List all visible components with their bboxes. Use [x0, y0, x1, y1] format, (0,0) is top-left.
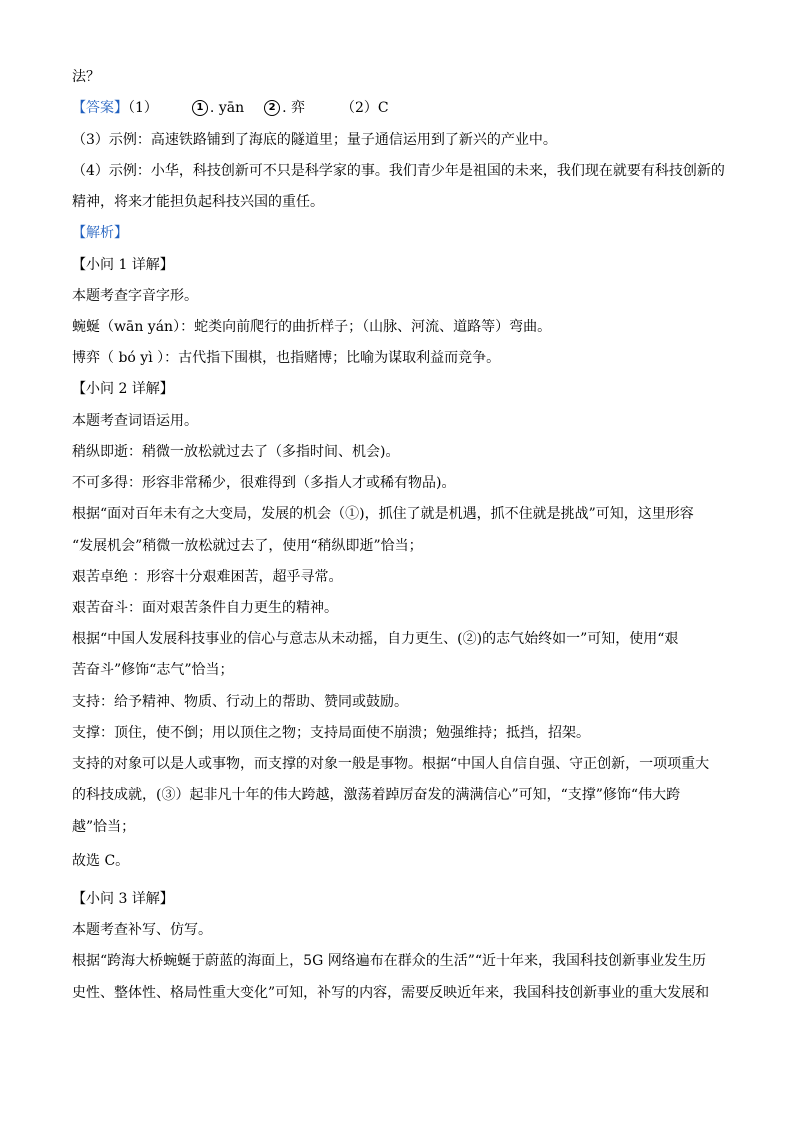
text-line: 稍纵即逝：稍微一放松就过去了（多指时间、机会)。	[72, 444, 400, 460]
text-line: 史性、整体性、格局性重大变化”可知，补写的内容，需要反映近年来，我国科技创新事业的重大发展和	[72, 985, 710, 1001]
text-line: 支撑：顶住，使不倒；用以顶住之物；支持局面使不崩溃；勉强维持；抵挡，招架。	[72, 725, 590, 741]
text-line: 本题考查词语运用。	[72, 413, 198, 429]
text-line: 博弈（ bó yì ）：古代指下围棋，也指赌博；比喻为谋取利益而竞争。	[72, 350, 501, 366]
text-line: 越”恰当；	[72, 819, 136, 835]
text-line: 支持的对象可以是人或事物，而支撑的对象一般是事物。根据“中国人自信自强、守正创新，一项项重大	[72, 756, 710, 772]
text-line: 精神，将来才能担负起科技兴国的重任。	[72, 194, 324, 210]
text-line: 故选 C。	[72, 853, 130, 869]
answer-q1: （1）	[128, 100, 158, 116]
section-heading: 【小问 1 详解】	[72, 257, 174, 273]
answer-a2: . 弈	[282, 100, 306, 116]
text-line: 的科技成就，(③）起非凡十年的伟大跨越，激荡着踔厉奋发的满满信心”可知，“支撑”修饰“伟大跨	[72, 787, 681, 803]
text-line: 不可多得：形容非常稀少，很难得到（多指人才或稀有物品)。	[72, 475, 456, 491]
text-line: （4）示例：小华，科技创新可不只是科学家的事。我们青少年是祖国的未来，我们现在就要有科技创新的	[72, 163, 725, 179]
text-line: 本题考查字音字形。	[72, 288, 198, 304]
answer-q2: （2）C	[341, 100, 389, 116]
text-line: “发展机会”稍微一放松就过去了，使用“稍纵即逝”恰当；	[72, 538, 423, 554]
text-line: 艰苦卓绝 ：形容十分艰难困苦，超乎寻常。	[72, 569, 343, 585]
text-line: 根据“跨海大桥蜿蜒于蔚蓝的海面上，5G 网络遍布在群众的生活”“近十年来，我国科技创新事业发生历	[72, 953, 707, 969]
text-line: 法？	[72, 69, 100, 85]
text-line: 支持：给予精神、物质、行动上的帮助、赞同或鼓励。	[72, 694, 408, 710]
answer-tag: 【答案】	[72, 100, 128, 116]
answer-a1: . yān	[209, 100, 245, 116]
text-line: （3）示例：高速铁路铺到了海底的隧道里；量子通信运用到了新兴的产业中。	[72, 132, 557, 148]
text-line: 艰苦奋斗：面对艰苦条件自力更生的精神。	[72, 600, 338, 616]
circled-number-2: 2	[264, 100, 280, 116]
answer-line	[72, 99, 389, 117]
text-line: 根据“中国人发展科技事业的信心与意志从未动摇，自力更生、(②)的志气始终如一”可知，使用“艰	[72, 631, 679, 647]
section-heading: 【小问 2 详解】	[72, 381, 174, 397]
text-line: 苦奋斗”修饰“志气”恰当；	[72, 662, 234, 678]
text-line: 蜿蜒（wān yán）：蛇类向前爬行的曲折样子；（山脉、河流、道路等）弯曲。	[72, 319, 552, 335]
analysis-tag: 【解析】	[72, 225, 128, 241]
circled-number-1: 1	[192, 100, 208, 116]
section-heading: 【小问 3 详解】	[72, 891, 174, 907]
text-line: 根据“面对百年未有之大变局，发展的机会（①)，抓住了就是机遇，抓不住就是挑战”可知，这里形容	[72, 506, 694, 522]
text-line: 本题考查补写、仿写。	[72, 922, 212, 938]
